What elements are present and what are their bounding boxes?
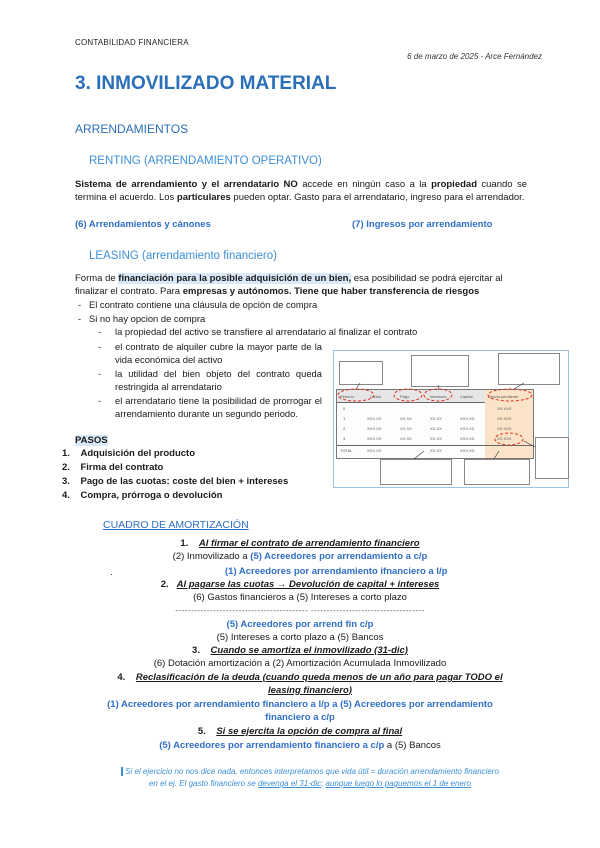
leasing-sub-bullet-text: el contrato de alquiler cubre la mayor parte de la vida económica del activo: [115, 341, 322, 365]
figure-cell: 0: [343, 406, 346, 411]
leasing-sub-bullet-text: la propiedad del activo se transfiere al arrendatario al finalizar el contrato: [115, 326, 418, 337]
figure-cell: XX.XXX: [497, 406, 512, 411]
document-date-author: 6 de marzo de 2025 - Arce Fernández: [407, 52, 542, 61]
step-1-title: 1. Al firmar el contrato de arrendamiento financiero: [180, 538, 420, 549]
figure-cell: XXX.XX: [460, 416, 475, 421]
document-subject: CONTABILIDAD FINANCIERA: [75, 38, 189, 47]
step-item: 1. Adquisición del producto: [62, 448, 196, 459]
figure-header: Deuda pendiente: [488, 394, 519, 399]
figure-header: Periodo: [340, 394, 354, 399]
figure-cell: 3: [343, 436, 346, 441]
figure-cell: XX.XX: [400, 426, 412, 431]
step-1-entry: (2) Inmovilizado a (5) Acreedores por arrendamiento a c/p: [172, 551, 428, 562]
step-2-separator: ------------------------------------------ ------------------------------------: [175, 606, 425, 615]
step-1-entry-2: (1) Acreedores por arrendamiento ifnanciero a l/p: [225, 566, 448, 577]
figure-header: Intereses: [430, 394, 447, 399]
renting-account-expense: (6) Arrendamientos y cánones: [75, 219, 211, 230]
figure-cell: TOTAL: [340, 448, 353, 453]
step-2-entry-2: (5) Acreedores por arrend fin c/p: [226, 619, 374, 630]
step-2-entry-3: (5) Intereses a corto plazo a (5) Bancos: [216, 632, 384, 643]
figure-cell: XXX.XX: [367, 436, 382, 441]
figure-cell: XX.XX: [430, 448, 442, 453]
figure-cell: XXX.XX: [367, 448, 382, 453]
figure-cell: XX.XX: [430, 436, 442, 441]
step-item: 2. Firma del contrato: [62, 462, 164, 473]
leasing-bullet: - El contrato contiene una cláusula de opción de compra: [78, 299, 318, 310]
step-2-entry: (6) Gastos financieros a (5) Intereses a corto plazo: [193, 592, 407, 603]
leasing-sub-bullet: -: [98, 395, 102, 406]
figure-header: Capital: [460, 394, 473, 399]
step-5-title: 5. Si se ejercita la opción de compra al final: [197, 726, 403, 737]
step-4-title: 4. Reclasificación de la deuda (cuando queda menos de un año para pagar TODO el leasing financiero): [117, 672, 503, 696]
step-3-entry: (6) Dotación amortización a (2) Amortización Acumulada Inmovilizado: [153, 658, 447, 669]
amortization-heading: CUADRO DE AMORTIZACIÓN: [103, 519, 249, 531]
step-item: 3. Pago de las cuotas: coste del bien + intereses: [62, 476, 289, 487]
figure-cell: XX.XXX: [497, 426, 512, 431]
leasing-bullet: - Si no hay opcion de compra: [78, 313, 206, 324]
renting-heading: RENTING (ARRENDAMIENTO OPERATIVO): [89, 155, 322, 167]
amortization-table-figure: [333, 350, 569, 488]
figure-cell: XX.XX: [400, 416, 412, 421]
renting-account-income: (7) Ingresos por arrendamiento: [352, 219, 493, 230]
leasing-sub-bullet-text: el arrendatario tiene la posibilidad de prorrogar el arrendamiento durante un segundo periodo.: [115, 395, 322, 419]
figure-cell: XXX.XX: [460, 436, 475, 441]
figure-cell: XXX.XX: [367, 416, 382, 421]
figure-cell: XX.XXX: [497, 416, 512, 421]
figure-cell: XXX.XX: [460, 448, 475, 453]
figure-cell: XX.XX: [430, 426, 442, 431]
figure-header: Pago: [400, 394, 410, 399]
leasing-paragraph: Forma de financiación para la posible adquisición de un bien, esa posibilidad se podrá ejercitar al finalizar el contrato. Para empresas y autónomos. Tiene que haber transferencia de riesgos: [75, 273, 503, 297]
annotation-marks: [334, 351, 568, 487]
figure-header: Cuota: [370, 394, 381, 399]
step-3-title: 3. Cuando se amortiza el inmovilizado (31-dic): [192, 645, 408, 656]
figure-cell: XXX.XX: [460, 426, 475, 431]
step-4-entry: (1) Acreedores por arrendamiento financiero a l/p a (5) Acreedores por arrendamiento financiero a c/p: [107, 699, 493, 723]
figure-cell: XX.XX: [430, 416, 442, 421]
step-1-dot: .: [110, 567, 113, 578]
figure-cell: XX.XXX: [497, 436, 512, 441]
figure-cell: XX.XX: [400, 436, 412, 441]
leasing-heading: LEASING (arrendamiento financiero): [89, 250, 277, 262]
leasing-sub-bullet: -: [98, 341, 102, 352]
footnote-line-1: Si el ejercicio no nos dice nada, entonces interpretamos que vida útil = duración arrendamiento financiero: [75, 766, 545, 777]
figure-cell: 1: [343, 416, 346, 421]
step-2-title: 2. Al pagarse las cuotas → Devolución de capital + intereses: [160, 579, 440, 590]
leasing-sub-bullet-text: la utilidad del bien objeto del contrato queda restringida al arrendatario: [115, 368, 322, 392]
steps-label: PASOS: [75, 435, 108, 446]
renting-paragraph: Sistema de arrendamiento y el arrendatario NO accede en ningún caso a la propiedad cuando se termina el acuerdo. Los particulares pueden optar. Gasto para el arrendatario, ingreso para el arrendador.: [75, 179, 527, 203]
footnote-line-2: en el ej. El gasto financiero se devenga el 31-dic; aunque luego lo paguemos el 1 de enero: [148, 779, 471, 788]
step-5-entry: (5) Acreedores por arrendamiento financiero a c/p a (5) Bancos: [159, 740, 441, 751]
leasing-sub-bullet: -: [98, 368, 102, 379]
figure-cell: XXX.XX: [367, 426, 382, 431]
page-title: 3. INMOVILIZADO MATERIAL: [75, 73, 337, 94]
section-heading: ARRENDAMIENTOS: [75, 122, 189, 136]
figure-cell: 2: [343, 426, 346, 431]
leasing-sub-bullet: -: [98, 326, 109, 337]
step-item: 4. Compra, prórroga o devolución: [62, 490, 223, 501]
